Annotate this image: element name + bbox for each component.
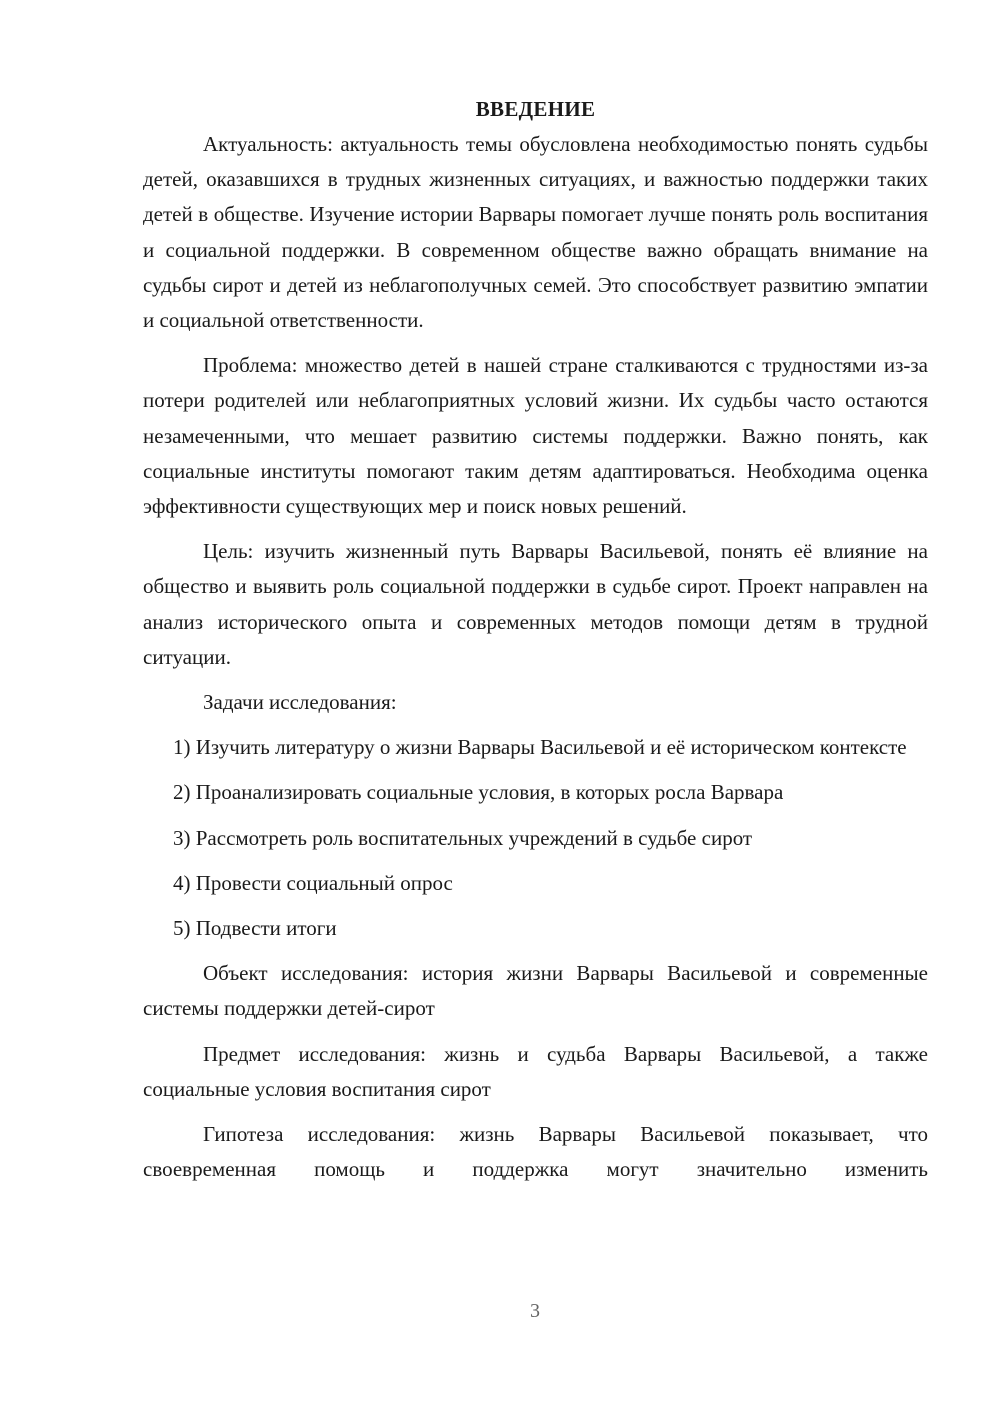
paragraph-subject: Предмет исследования: жизнь и судьба Варвары Васильевой, а также социальные условия воспитания сирот bbox=[143, 1041, 928, 1101]
paragraph-problem: Проблема: множество детей в нашей стране сталкиваются с трудностями из-за потери родителей или неблагоприятных условий жизни. Их судьбы часто остаются незамеченными, что мешает развитию системы поддержки. Важно понять, как социальные институты помогают таким детям адаптироваться. Необходима оценка эффективности существующих мер и поиск новых решений. bbox=[143, 353, 928, 519]
list-item: 2) Проанализировать социальные условия, в которых росла Варвара bbox=[173, 780, 784, 805]
page-title: ВВЕДЕНИЕ bbox=[475, 97, 596, 121]
list-item: 1) Изучить литературу о жизни Варвары Васильевой и её историческом контексте bbox=[173, 735, 907, 760]
tasks-heading: Задачи исследования: bbox=[203, 690, 397, 715]
list-item: 5) Подвести итоги bbox=[173, 916, 337, 941]
list-item: 3) Рассмотреть роль воспитательных учреждений в судьбе сирот bbox=[173, 825, 753, 850]
document-page bbox=[143, 92, 928, 1187]
page-number: 3 bbox=[530, 1300, 540, 1322]
tasks-list bbox=[143, 730, 928, 946]
paragraph-hypothesis: Гипотеза исследования: жизнь Варвары Васильевой показывает, что своевременная помощь и поддержка могут значительно изменить bbox=[143, 1122, 928, 1182]
paragraph-goal: Цель: изучить жизненный путь Варвары Васильевой, понять её влияние на общество и выявить роль социальной поддержки в судьбе сирот. Проект направлен на анализ исторического опыта и современных методов помощи детям в трудной ситуации. bbox=[143, 539, 928, 669]
list-item: 4) Провести социальный опрос bbox=[173, 870, 453, 895]
paragraph-object: Объект исследования: история жизни Варвары Васильевой и современные системы поддержки детей-сирот bbox=[143, 961, 928, 1021]
paragraph-relevance: Актуальность: актуальность темы обусловлена необходимостью понять судьбы детей, оказавшихся в трудных жизненных ситуациях, и важностью поддержки таких детей в обществе. Изучение истории Варвары помогает лучше понять роль воспитания и социальной поддержки. В современном обществе важно обращать внимание на судьбы сирот и детей из неблагополучных семей. Это способствует развитию эмпатии и социальной ответственности. bbox=[143, 132, 928, 333]
